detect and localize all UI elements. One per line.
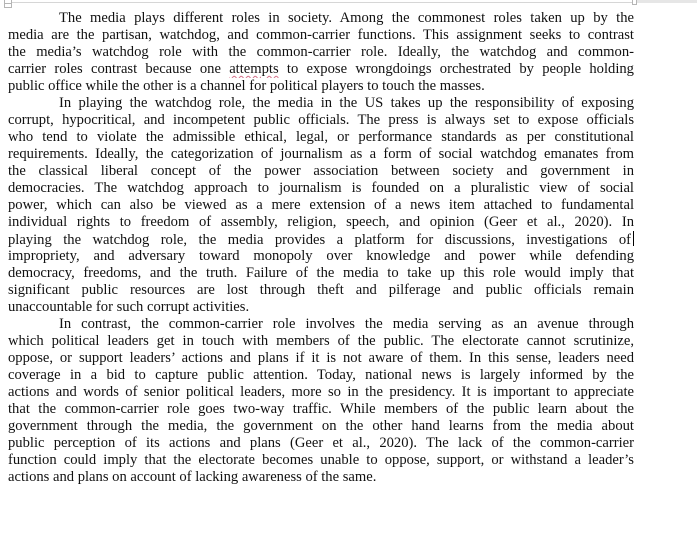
text-line: democracy, freedoms, and the truth. Failure of the media to take up this role would imply that (8, 265, 634, 281)
document-body[interactable] (8, 10, 634, 486)
text-line: actions and plans on account of lacking awareness of the same. (8, 469, 377, 485)
text-line: corrupt, hypocritical, and incompetent public officials. The press is always set to expose officials (8, 112, 634, 128)
text-line: the classical liberal concept of the power association between society and government in (8, 163, 634, 179)
paragraph-2 (8, 95, 634, 316)
text-line: who tend to violate the admissible ethical, legal, or performance standards as per constitutional (8, 129, 634, 145)
text-line: media are the partisan, watchdog, and common-carrier functions. This assignment seeks to contrast (8, 27, 634, 43)
text-run: to expose wrongdoings orchestrated by people holding (278, 61, 634, 77)
misspelled-word[interactable]: attempts (229, 61, 279, 77)
text-run: carrier roles contrast because one (8, 61, 230, 77)
text-line: coverage in a bid to capture public attention. Today, national news is largely informed by the (8, 367, 634, 383)
text-line: significant public resources are lost through theft and pilferage and public officials remain (8, 282, 634, 298)
text-line: individual rights to freedom of assembly, religion, speech, and opinion (Geer et al., 2020). In (8, 214, 634, 230)
page-gutter (637, 0, 697, 3)
text-line: The media plays different roles in society. Among the commonest roles taken up by the (59, 10, 634, 26)
text-line: impropriety, and adversary toward monopoly over knowledge and power while defending (8, 248, 634, 264)
text-line: government through the media, the government on the other hand learns from the media about (8, 418, 634, 434)
paragraph-1 (8, 10, 634, 95)
text-line: oppose, or support leaders’ actions and plans if it is not aware of them. In this sense, leaders need (8, 350, 634, 366)
text-line: public office while the other is a channel for political players to touch the masses. (8, 78, 485, 94)
text-line: that the common-carrier role goes two-way traffic. While members of the public learn about the (8, 401, 634, 417)
text-line: which political leaders get in touch with members of the public. The electorate cannot scrutinize, (8, 333, 634, 349)
text-line: unaccountable for such corrupt activities. (8, 299, 250, 315)
text-line: actions and words of senior political leaders, more so in the presidency. It is important to appreciate (8, 384, 634, 400)
text-line: power, which can also be viewed as a mere extension of a news item attached to fundamental (8, 197, 634, 213)
text-line (8, 61, 634, 78)
text-line: requirements. Ideally, the categorization of journalism as a form of social watchdog emanates from (8, 146, 634, 162)
page-top-border (12, 2, 697, 3)
margin-corner-mark-left (4, 0, 12, 8)
text-line: In playing the watchdog role, the media in the US takes up the responsibility of exposing (59, 95, 634, 111)
text-line: democracies. The watchdog approach to journalism is founded on a pluralistic view of social (8, 180, 634, 196)
text-line (8, 231, 634, 248)
text-run: playing the watchdog role, the media provides a platform for discussions, investigations of (8, 232, 631, 248)
text-line: the media’s watchdog role with the common-carrier role. Ideally, the watchdog and common- (8, 44, 634, 60)
text-line: function could imply that the electorate becomes unable to oppose, support, or withstand a leader’s (8, 452, 634, 468)
text-cursor (633, 231, 634, 246)
text-line: In contrast, the common-carrier role involves the media serving as an avenue through (59, 316, 634, 332)
text-line: public perception of its actions and plans (Geer et al., 2020). The lack of the common-carrier (8, 435, 634, 451)
paragraph-3 (8, 316, 634, 486)
